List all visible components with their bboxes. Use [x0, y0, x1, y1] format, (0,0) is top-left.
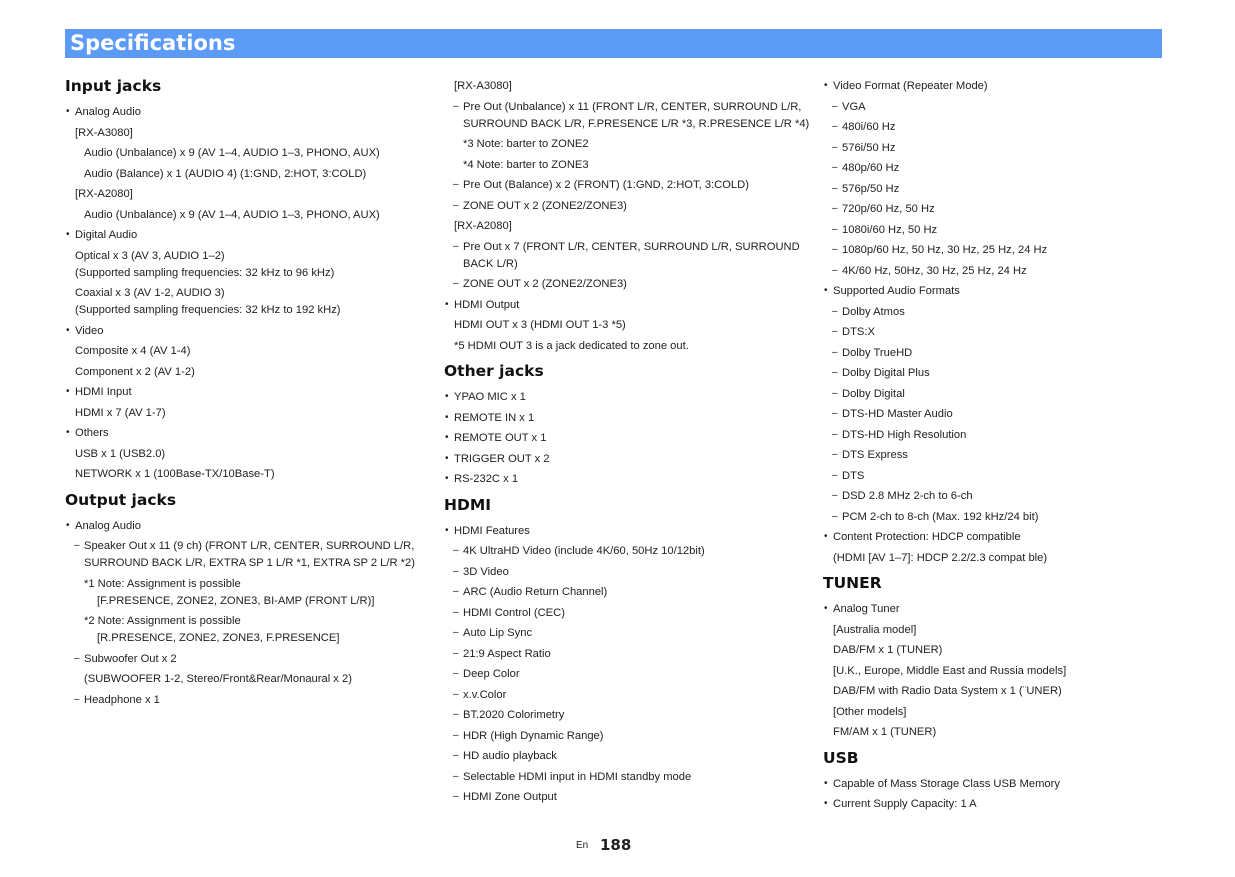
- spec-text: NETWORK x 1 (100Base-TX/10Base-T): [75, 468, 275, 480]
- dash-item: – DTS Express: [842, 447, 908, 463]
- dash-item: – BT.2020 Colorimetry: [463, 707, 564, 723]
- bullet-item: • Video Format (Repeater Mode): [833, 78, 988, 94]
- page-number: 188: [600, 836, 632, 854]
- dash-item: – 1080p/60 Hz, 50 Hz, 30 Hz, 25 Hz, 24 Hz: [842, 242, 1047, 258]
- bullet-item: • Capable of Mass Storage Class USB Memory: [833, 776, 1060, 792]
- dash-item: – DSD 2.8 MHz 2-ch to 6-ch: [842, 488, 973, 504]
- dash-item: – VGA: [842, 99, 866, 115]
- bullet-item: • TRIGGER OUT x 2: [454, 451, 550, 467]
- dash-item: – 3D Video: [463, 564, 509, 580]
- dash-item: – 576i/50 Hz: [842, 140, 896, 156]
- dash-item: – 21:9 Aspect Ratio: [463, 646, 551, 662]
- dash-item: – DTS:X: [842, 324, 875, 340]
- bullet-item: • Supported Audio Formats: [833, 283, 960, 299]
- spec-text: Audio (Unbalance) x 9 (AV 1–4, AUDIO 1–3, PHONO, AUX): [84, 208, 380, 221]
- dash-item: – HDR (High Dynamic Range): [463, 728, 604, 744]
- spec-text: Audio (Balance) x 1 (AUDIO 4) (1:GND, 2:HOT, 3:COLD): [84, 167, 367, 180]
- spec-text: (Supported sampling frequencies: 32 kHz to 96 kHz): [75, 266, 335, 279]
- dash-item: – Dolby Atmos: [842, 304, 905, 320]
- dash-item: – Pre Out (Unbalance) x 11 (FRONT L/R, CENTER, SURROUND L/R,: [463, 99, 801, 115]
- dash-item: – Dolby Digital Plus: [842, 365, 930, 381]
- bullet-item: • HDMI Features: [454, 523, 530, 539]
- spec-text: [RX-A2080]: [454, 220, 512, 232]
- bullet-item: • HDMI Output: [454, 297, 519, 313]
- dash-item: – x.v.Color: [463, 687, 506, 703]
- dash-item: – Speaker Out x 11 (9 ch) (FRONT L/R, CENTER, SURROUND L/R,: [84, 538, 414, 554]
- spec-text: Audio (Unbalance) x 9 (AV 1–4, AUDIO 1–3, PHONO, AUX): [84, 147, 380, 159]
- dash-item: – 480p/60 Hz: [842, 160, 899, 176]
- bullet-item: • Others: [75, 425, 109, 441]
- dash-item: – 576p/50 Hz: [842, 181, 899, 197]
- spec-text: USB x 1 (USB2.0): [75, 447, 166, 460]
- footer-language: En: [576, 840, 589, 851]
- spec-text: [RX-A3080]: [75, 126, 133, 139]
- section-heading: TUNER: [823, 574, 882, 592]
- dash-item: – 4K/60 Hz, 50Hz, 30 Hz, 25 Hz, 24 Hz: [842, 263, 1027, 279]
- dash-item: – HDMI Control (CEC): [463, 605, 565, 621]
- dash-item: – PCM 2-ch to 8-ch (Max. 192 kHz/24 bit): [842, 509, 1038, 525]
- dash-item: – HDMI Zone Output: [463, 789, 557, 805]
- spec-text: HDMI x 7 (AV 1-7): [75, 406, 166, 419]
- bullet-item: • HDMI Input: [75, 384, 132, 400]
- spec-text: [RX-A2080]: [75, 188, 133, 200]
- dash-item: – Deep Color: [463, 666, 520, 682]
- spec-text: HDMI OUT x 3 (HDMI OUT 1-3 *5): [454, 319, 626, 331]
- dash-item: – Selectable HDMI input in HDMI standby mode: [463, 769, 691, 785]
- spec-text: SURROUND BACK L/R, EXTRA SP 1 L/R *1, EXTRA SP 2 L/R *2): [84, 557, 415, 569]
- dash-item: – DTS-HD Master Audio: [842, 406, 953, 422]
- dash-item: – Pre Out x 7 (FRONT L/R, CENTER, SURROUND L/R, SURROUND: [463, 239, 800, 255]
- spec-text: [Other models]: [833, 705, 907, 718]
- spec-text: Coaxial x 3 (AV 1-2, AUDIO 3): [75, 287, 225, 299]
- section-heading: Output jacks: [65, 490, 177, 509]
- dash-item: – DTS-HD High Resolution: [842, 427, 966, 443]
- dash-item: – 480i/60 Hz: [842, 119, 896, 135]
- section-heading: Other jacks: [444, 362, 544, 380]
- dash-item: – ZONE OUT x 2 (ZONE2/ZONE3): [463, 276, 627, 292]
- spec-text: *2 Note: Assignment is possible: [84, 615, 241, 627]
- section-heading: USB: [823, 748, 859, 767]
- spec-text: [RX-A3080]: [454, 80, 512, 92]
- spec-text: Composite x 4 (AV 1-4): [75, 345, 191, 357]
- dash-item: – Auto Lip Sync: [463, 625, 532, 641]
- page-title: Specifications: [65, 29, 1162, 58]
- dash-item: – Headphone x 1: [84, 692, 160, 708]
- spec-text: (Supported sampling frequencies: 32 kHz to 192 kHz): [75, 304, 341, 316]
- spec-text: [F.PRESENCE, ZONE2, ZONE3, BI-AMP (FRONT L/R)]: [97, 594, 375, 607]
- spec-text: *5 HDMI OUT 3 is a jack dedicated to zone out.: [454, 339, 689, 352]
- bullet-item: • Analog Audio: [75, 518, 141, 534]
- spec-text: [R.PRESENCE, ZONE2, ZONE3, F.PRESENCE]: [97, 632, 340, 644]
- spec-text: SURROUND BACK L/R, F.PRESENCE L/R *3, R.PRESENCE L/R *4): [463, 117, 810, 130]
- dash-item: – 4K UltraHD Video (include 4K/60, 50Hz 10/12bit): [463, 543, 705, 559]
- bullet-item: • Content Protection: HDCP compatible: [833, 529, 1021, 545]
- dash-item: – Dolby Digital: [842, 386, 905, 402]
- dash-item: – ZONE OUT x 2 (ZONE2/ZONE3): [463, 198, 627, 214]
- dash-item: – ARC (Audio Return Channel): [463, 584, 607, 600]
- spec-text: (HDMI [AV 1–7]: HDCP 2.2/2.3 compat ble): [833, 551, 1048, 564]
- bullet-item: • REMOTE IN x 1: [454, 410, 534, 426]
- bullet-item: • Current Supply Capacity: 1 A: [833, 796, 977, 812]
- dash-item: – Pre Out (Balance) x 2 (FRONT) (1:GND, 2:HOT, 3:COLD): [463, 177, 749, 193]
- bullet-item: • YPAO MIC x 1: [454, 389, 526, 405]
- spec-text: Component x 2 (AV 1-2): [75, 365, 195, 378]
- spec-text: [Australia model]: [833, 623, 917, 636]
- bullet-item: • RS-232C x 1: [454, 471, 518, 487]
- section-heading: Input jacks: [65, 77, 162, 95]
- spec-text: (SUBWOOFER 1-2, Stereo/Front&Rear/Monaural x 2): [84, 673, 352, 685]
- section-heading: HDMI: [444, 495, 492, 514]
- dash-item: – 1080i/60 Hz, 50 Hz: [842, 222, 937, 238]
- dash-item: – DTS: [842, 468, 864, 484]
- spec-text: FM/AM x 1 (TUNER): [833, 726, 937, 738]
- spec-text: DAB/FM x 1 (TUNER): [833, 644, 943, 656]
- bullet-item: • Digital Audio: [75, 227, 137, 243]
- spec-text: *4 Note: barter to ZONE3: [463, 158, 589, 171]
- spec-text: *1 Note: Assignment is possible: [84, 577, 241, 590]
- dash-item: – Dolby TrueHD: [842, 345, 912, 361]
- bullet-item: • Video: [75, 323, 103, 339]
- dash-item: – Subwoofer Out x 2: [84, 651, 177, 667]
- dash-item: – HD audio playback: [463, 748, 557, 764]
- dash-item: – 720p/60 Hz, 50 Hz: [842, 201, 935, 217]
- bullet-item: • Analog Audio: [75, 104, 141, 120]
- spec-text: BACK L/R): [463, 257, 518, 270]
- spec-text: Optical x 3 (AV 3, AUDIO 1–2): [75, 249, 225, 262]
- spec-text: [U.K., Europe, Middle East and Russia models]: [833, 664, 1067, 677]
- spec-text: *3 Note: barter to ZONE2: [463, 138, 589, 150]
- bullet-item: • REMOTE OUT x 1: [454, 430, 546, 446]
- bullet-item: • Analog Tuner: [833, 601, 900, 617]
- spec-text: DAB/FM with Radio Data System x 1 (¨UNER): [833, 685, 1062, 697]
